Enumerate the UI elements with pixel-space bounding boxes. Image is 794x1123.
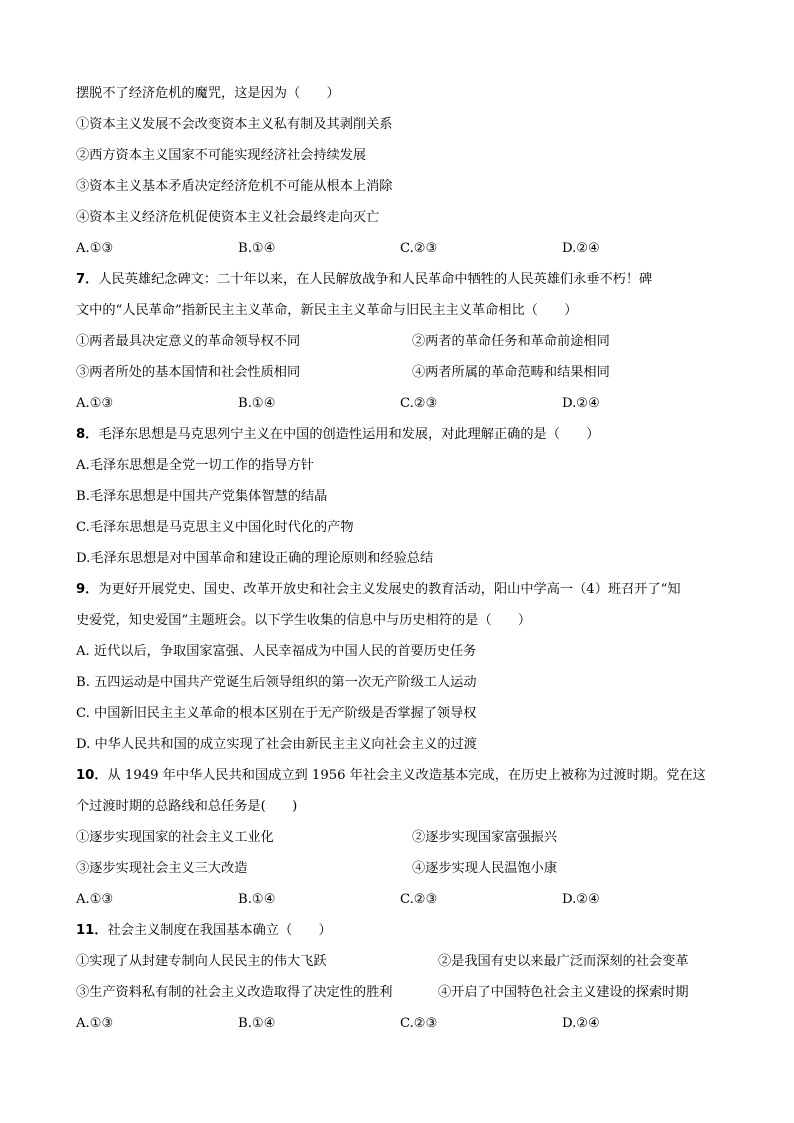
q11-choices [76,1008,726,1039]
q11-item-3: ③生产资料私有制的社会主义改造取得了决定性的胜利 [76,985,393,1000]
q9-option-c: C. 中国新旧民主主义革命的根本区别在于无产阶级是否掌握了领导权 [76,706,477,721]
exam-page [76,78,726,1039]
q11-stem: 社会主义制度在我国基本确立（ ） [107,923,332,938]
q7-stem-2: 文中的“人民革命”指新民主主义革命，新民主主义革命与旧民主主义革命相比（ ） [76,303,578,318]
q8-option-c: C.毛泽东思想是马克思主义中国化时代化的产物 [76,520,354,535]
q10-item-4: ④逐步实现人民温饱小康 [412,861,558,876]
q10-items-row-1 [76,822,726,853]
q9-option-d: D. 中华人民共和国的成立实现了社会由新民主主义向社会主义的过渡 [76,737,477,752]
q6-choice-b: B.①④ [238,241,276,256]
q9-stem-line-1 [76,574,726,605]
q7-number: 7． [76,272,99,287]
q6-item-3: ③资本主义基本矛盾决定经济危机不可能从根本上消除 [76,179,393,194]
q8-number: 8． [76,427,99,442]
q11-choice-b: B.①④ [238,1016,276,1031]
q11-item-1: ①实现了从封建专制向人民民主的伟大飞跃 [76,954,327,969]
q6-stem: 摆脱不了经济危机的魔咒，这是因为（ ） [76,86,340,101]
q7-item-1: ①两者最具决定意义的革命领导权不同 [76,334,301,349]
q7-stem-line-1 [76,264,726,295]
q6-choices [76,233,726,264]
q11-choice-c: C.②③ [400,1016,438,1031]
q8-option-a: A.毛泽东思想是全党一切工作的指导方针 [76,458,314,473]
q7-item-2: ②两者的革命任务和革命前途相同 [412,334,610,349]
q11-item-4: ④开启了中国特色社会主义建设的探索时期 [438,985,689,1000]
q6-choice-d: D.②④ [562,241,600,256]
q10-stem-1: 从 1949 年中华人民共和国成立到 1956 年社会主义改造基本完成，在历史上被称为过渡时期。党在这 [107,768,706,783]
q10-stem-2: 个过渡时期的总路线和总任务是( ) [76,799,298,814]
q10-stem-line-1 [76,760,726,791]
q10-choice-b: B.①④ [238,892,276,907]
q10-number: 10． [76,768,108,783]
q8-option-d: D.毛泽东思想是对中国革命和建设正确的理论原则和经验总结 [76,551,434,566]
q11-stem-line [76,915,726,946]
q11-number: 11． [76,923,108,938]
q8-option-b: B.毛泽东思想是中国共产党集体智慧的结晶 [76,489,328,504]
q8-stem-line [76,419,726,450]
q10-item-1: ①逐步实现国家的社会主义工业化 [76,830,274,845]
q10-choice-a: A.①③ [76,892,114,907]
q10-choice-c: C.②③ [400,892,438,907]
q7-items-row-2 [76,357,726,388]
q8-stem: 毛泽东思想是马克思列宁主义在中国的创造性运用和发展，对此理解正确的是（ ） [98,427,600,442]
q6-item-4: ④资本主义经济危机促使资本主义社会最终走向灭亡 [76,210,380,225]
q10-choice-d: D.②④ [562,892,600,907]
q9-option-a: A. 近代以后，争取国家富强、人民幸福成为中国人民的首要历史任务 [76,644,477,659]
q6-choice-a: A.①③ [76,241,114,256]
q9-option-b: B. 五四运动是中国共产党诞生后领导组织的第一次无产阶级工人运动 [76,675,477,690]
q11-items-row-2 [76,977,726,1008]
q10-items-row-2 [76,853,726,884]
q11-item-2: ②是我国有史以来最广泛而深刻的社会变革 [438,954,689,969]
q7-choice-c: C.②③ [400,396,438,411]
q9-number: 9． [76,582,99,597]
q6-item-2: ②西方资本主义国家不可能实现经济社会持续发展 [76,148,367,163]
q6-choice-c: C.②③ [400,241,438,256]
q7-choice-d: D.②④ [562,396,600,411]
q10-item-3: ③逐步实现社会主义三大改造 [76,861,248,876]
q7-item-4: ④两者所属的革命范畴和结果相同 [412,365,610,380]
q7-choices [76,388,726,419]
q11-choice-d: D.②④ [562,1016,600,1031]
q6-item-1: ①资本主义发展不会改变资本主义私有制及其剥削关系 [76,117,393,132]
q10-item-2: ②逐步实现国家富强振兴 [412,830,558,845]
q7-stem-1: 人民英雄纪念碑文：二十年以来，在人民解放战争和人民革命中牺牲的人民英雄们永垂不朽！碑 [98,272,653,287]
q7-item-3: ③两者所处的基本国情和社会性质相同 [76,365,301,380]
q11-choice-a: A.①③ [76,1016,114,1031]
q9-stem-1: 为更好开展党史、国史、改革开放史和社会主义发展史的教育活动，阳山中学高一（4）班召开了“知 [98,582,681,597]
q7-choice-b: B.①④ [238,396,276,411]
q10-choices [76,884,726,915]
q7-choice-a: A.①③ [76,396,114,411]
q7-items-row-1 [76,326,726,357]
q11-items-row-1 [76,946,726,977]
q9-stem-2: 史爱党，知史爱国”主题班会。以下学生收集的信息中与历史相符的是（ ） [76,613,532,628]
